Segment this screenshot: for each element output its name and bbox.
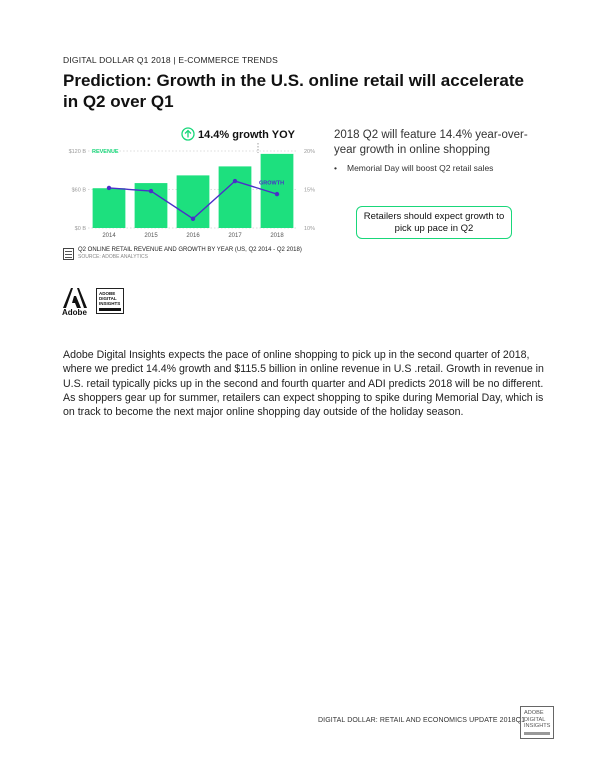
eyebrow-label: DIGITAL DOLLAR Q1 2018 | E-COMMERCE TRENDS: [63, 55, 278, 65]
growth-point: [191, 217, 195, 221]
chart-title: 14.4% growth YOY: [198, 129, 295, 141]
footer-text: DIGITAL DOLLAR: RETAIL AND ECONOMICS UPDATE 2018Q1: [318, 717, 526, 724]
left-axis-tick: $120 B: [68, 149, 86, 155]
adobe-wordmark: Adobe: [62, 308, 87, 317]
adi-badge-line: DIGITAL: [99, 296, 117, 301]
retailers-callout-box: [356, 206, 512, 239]
left-axis-tick: $60 B: [71, 187, 86, 194]
adobe-logo-icon: [63, 288, 87, 308]
chart-caption-title: Q2 ONLINE RETAIL REVENUE AND GROWTH BY YEAR (US, Q2 2014 - Q2 2018): [78, 247, 302, 253]
footer-adi-badge: [520, 706, 554, 739]
growth-point: [149, 189, 153, 193]
footer-badge-line: DIGITAL: [524, 716, 546, 723]
adi-badge-line: INSIGHTS: [99, 301, 121, 306]
chart-caption-source: SOURCE: ADOBE ANALYTICS: [78, 254, 148, 260]
adi-badge-bar: [99, 308, 121, 311]
footer-badge-line: INSIGHTS: [524, 723, 551, 729]
growth-point: [107, 186, 111, 190]
revenue-series-label: REVENUE: [92, 149, 119, 155]
right-axis-tick: 10%: [304, 226, 316, 232]
adi-badge: [96, 288, 124, 314]
footer-badge-bar: [524, 732, 550, 735]
growth-point: [275, 192, 279, 196]
x-axis-tick: 2017: [228, 233, 242, 239]
callout-bullet: [334, 163, 544, 173]
x-axis-tick: 2016: [186, 233, 200, 239]
bullet-marker: •: [334, 163, 337, 173]
page-title: Prediction: Growth in the U.S. online retail will accelerate in Q2 over Q1: [63, 71, 524, 111]
x-axis-tick: 2014: [102, 233, 116, 239]
up-arrow-glyph: [185, 131, 191, 138]
retailers-callout-text: Retailers should expect growth to pick up pace in Q2: [363, 210, 505, 234]
growth-point: [233, 179, 237, 183]
left-axis-tick: $0 B: [74, 226, 86, 232]
right-axis-tick: 15%: [304, 187, 316, 194]
bullet-text: Memorial Day will boost Q2 retail sales: [346, 163, 494, 173]
chart-caption-icon: [63, 248, 74, 260]
x-axis-tick: 2015: [144, 233, 158, 239]
growth-series-label: GROWTH: [259, 180, 285, 187]
chart-caption: [78, 247, 302, 260]
revenue-bar: [93, 188, 126, 228]
footer-badge-line: ADOBE: [524, 710, 544, 716]
revenue-bar: [219, 166, 252, 228]
body-paragraph: Adobe Digital Insights expects the pace of online shopping to pick up in the second quarter of 2018, where we predict 14.4% growth and $115.5 billion in online revenue in U.S .retail. Growth in revenue in U.S. retail typically picks up in the second and fourth quarter and ADI predicts 2018 will be no different. As shoppers gear up for summer, retailers can expect shopping to spike during Memorial Day, which is on track to become the next major online shopping day outside of the holiday season.: [63, 349, 544, 419]
adi-badge-line: ADOBE: [99, 291, 116, 296]
callout-headline: 2018 Q2 will feature 14.4% year-over-year growth in online shopping: [334, 129, 528, 156]
right-axis-tick: 20%: [304, 149, 316, 155]
x-axis-tick: 2018: [270, 233, 284, 239]
